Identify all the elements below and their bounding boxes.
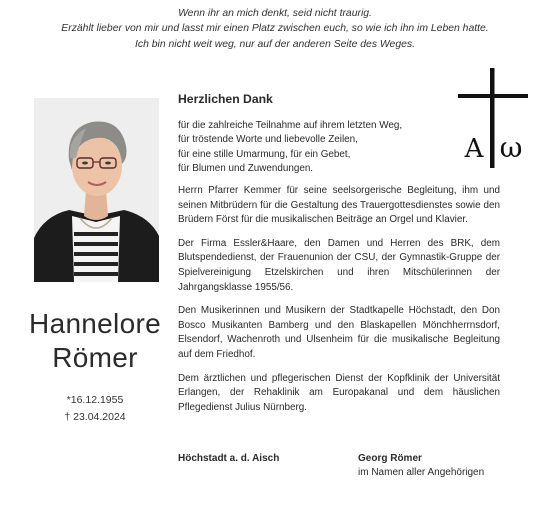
- poem-line: Wenn ihr an mich denkt, seid nicht traurig.: [178, 8, 372, 19]
- signer-name: Georg Römer: [358, 453, 422, 464]
- thanks-list-item: für eine stille Umarmung, für ein Gebet,: [178, 148, 351, 160]
- signer-note: im Namen aller Angehörigen: [358, 467, 485, 478]
- signer-block: [358, 452, 484, 480]
- portrait-illustration: [34, 98, 159, 282]
- poem-line: Erzählt lieber von mir und lasst mir einen Platz zwischen euch, so wie ich ihn im Leben hatte.: [61, 23, 489, 35]
- thanks-list-item: für tröstende Worte und liebevolle Zeilen,: [178, 134, 358, 146]
- thanks-paragraph: Den Musikerinnen und Musikern der Stadtkapelle Höchstadt, den Don Bosco Musikanten Bamberg und den Blaskapellen Mönchherrnsdorf, Elsendorf, Wachenroth und Ulsenheim für die musikalische Begleitung auf dem Friedhof.: [178, 305, 500, 360]
- death-date: † 23.04.2024: [64, 411, 126, 423]
- thanks-paragraph: Der Firma Essler&Haare, den Damen und Herren des BRK, dem Blutspendedienst, der Frauenunion der CSU, der Gymnastik-Gruppe der Spielvereinigung Etzelskirchen und ihren Mitschülerinnen der Jahrgangsklasse 1955/56.: [178, 237, 500, 293]
- omega-symbol: ω: [499, 131, 523, 164]
- deceased-last-name: Römer: [52, 342, 138, 373]
- thanks-list-item: für Blumen und Zuwendungen.: [178, 163, 314, 175]
- thanks-heading: Herzlichen Dank: [178, 92, 273, 106]
- portrait-photo: [34, 98, 159, 282]
- birth-date: *16.12.1955: [66, 394, 124, 406]
- thanks-section: [178, 92, 500, 415]
- place-name: Höchstadt a. d. Aisch: [178, 453, 280, 464]
- thanks-list-item: für die zahlreiche Teilnahme auf ihrem letzten Weg,: [178, 119, 403, 131]
- thanks-paragraph: Dem ärztlichen und pflegerischen Dienst der Kopfklinik der Universität Erlangen, der Rehaklinik am Europakanal und dem häuslichen Pflegedienst Julius Nürnberg.: [178, 372, 500, 413]
- poem: [0, 6, 550, 52]
- deceased-first-name: Hannelore: [29, 308, 161, 339]
- thanks-paragraph: Herrn Pfarrer Kemmer für seine seelsorgerische Begleitung, ihm und seinen Mitbrüdern für die Gestaltung des Trauergottesdienstes sowie den Brüdern Först für die musikalischen Beiträge an Orgel und Klavier.: [178, 184, 500, 226]
- alpha-symbol: A: [464, 134, 484, 164]
- poem-line: Ich bin nicht weit weg, nur auf der anderen Seite des Weges.: [135, 38, 415, 50]
